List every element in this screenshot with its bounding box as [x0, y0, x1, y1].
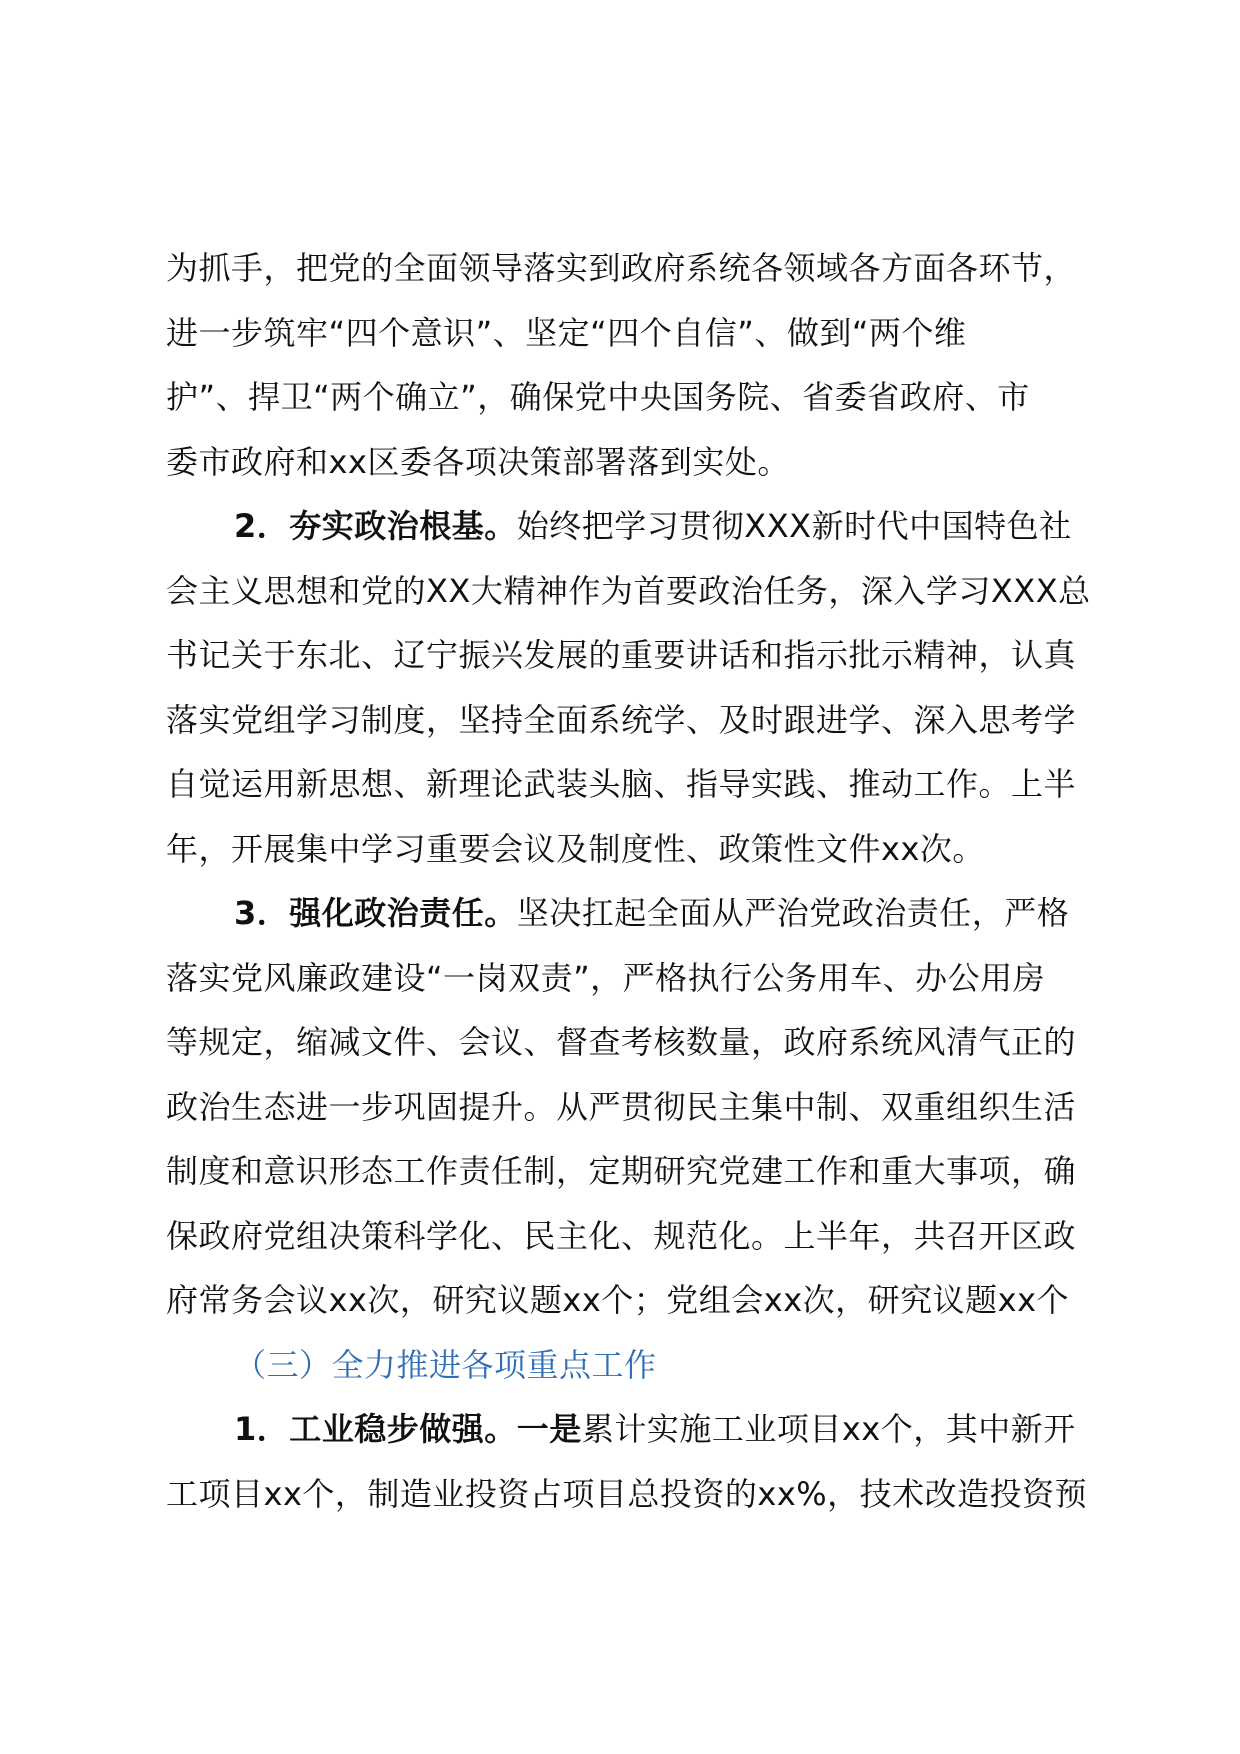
paragraph-line: 护”、捍卫“两个确立”，确保党中央国务院、省委省政府、市: [166, 378, 1030, 416]
paragraph-line: 府常务会议xx次，研究议题xx个；党组会xx次，研究议题xx个: [166, 1281, 1070, 1319]
section-2-title: 夯实政治根基。: [289, 507, 517, 545]
paragraph-line: 政治生态进一步巩固提升。从严贯彻民主集中制、双重组织生活: [166, 1087, 1077, 1126]
section-industry-number: 1．: [234, 1410, 290, 1448]
section-2-first-line: [166, 494, 1116, 559]
paragraph-line: 委市政府和xx区委各项决策部署落到实处。: [166, 442, 790, 481]
paragraph-line: 工项目xx个，制造业投资占项目总投资的xx%，技术改造投资预: [166, 1474, 1088, 1513]
paragraph-line: 进一步筑牢“四个意识”、坚定“四个自信”、做到“两个维: [166, 313, 967, 352]
paragraph-line: 制度和意识形态工作责任制，定期研究党建工作和重大事项，确: [166, 1152, 1077, 1190]
document-body: [166, 236, 1116, 1526]
section-industry-first-line: [166, 1397, 1116, 1462]
paragraph-line: 落实党组学习制度，坚持全面系统学、及时跟进学、深入思考学: [166, 700, 1077, 739]
paragraph-line: 为抓手，把党的全面领导落实到政府系统各领域各方面各环节，: [166, 249, 1077, 287]
paragraph-line: 落实党风廉政建设“一岗双责”，严格执行公务用车、办公用房: [166, 958, 1046, 997]
section-2-number: 2．: [234, 507, 290, 545]
paragraph-line: 等规定，缩减文件、会议、督查考核数量，政府系统风清气正的: [166, 1023, 1077, 1061]
section-3-number: 3．: [234, 894, 290, 932]
paragraph-line: 年，开展集中学习重要会议及制度性、政策性文件xx次。: [166, 829, 985, 868]
section-industry-title: 工业稳步做强。: [289, 1410, 517, 1448]
section-3-title: 强化政治责任。: [289, 894, 517, 932]
section-3-first-line: [166, 881, 1116, 946]
paragraph-line: 会主义思想和党的XX大精神作为首要政治任务，深入学习XXX总: [166, 571, 1091, 610]
section-industry-lead: 一是: [516, 1410, 582, 1448]
paragraph-line: 自觉运用新思想、新理论武装头脑、指导实践、推动工作。上半: [166, 765, 1077, 803]
section-heading-3: （三）全力推进各项重点工作: [234, 1345, 657, 1384]
section-3-text: 坚决扛起全面从严治党政治责任，严格: [516, 894, 1070, 932]
paragraph-line: 书记关于东北、辽宁振兴发展的重要讲话和指示批示精神，认真: [166, 636, 1077, 674]
section-industry-text: 累计实施工业项目xx个，其中新开: [581, 1410, 1076, 1448]
paragraph-line: 保政府党组决策科学化、民主化、规范化。上半年，共召开区政: [166, 1216, 1077, 1255]
section-2-text: 始终把学习贯彻XXX新时代中国特色社: [516, 507, 1072, 545]
